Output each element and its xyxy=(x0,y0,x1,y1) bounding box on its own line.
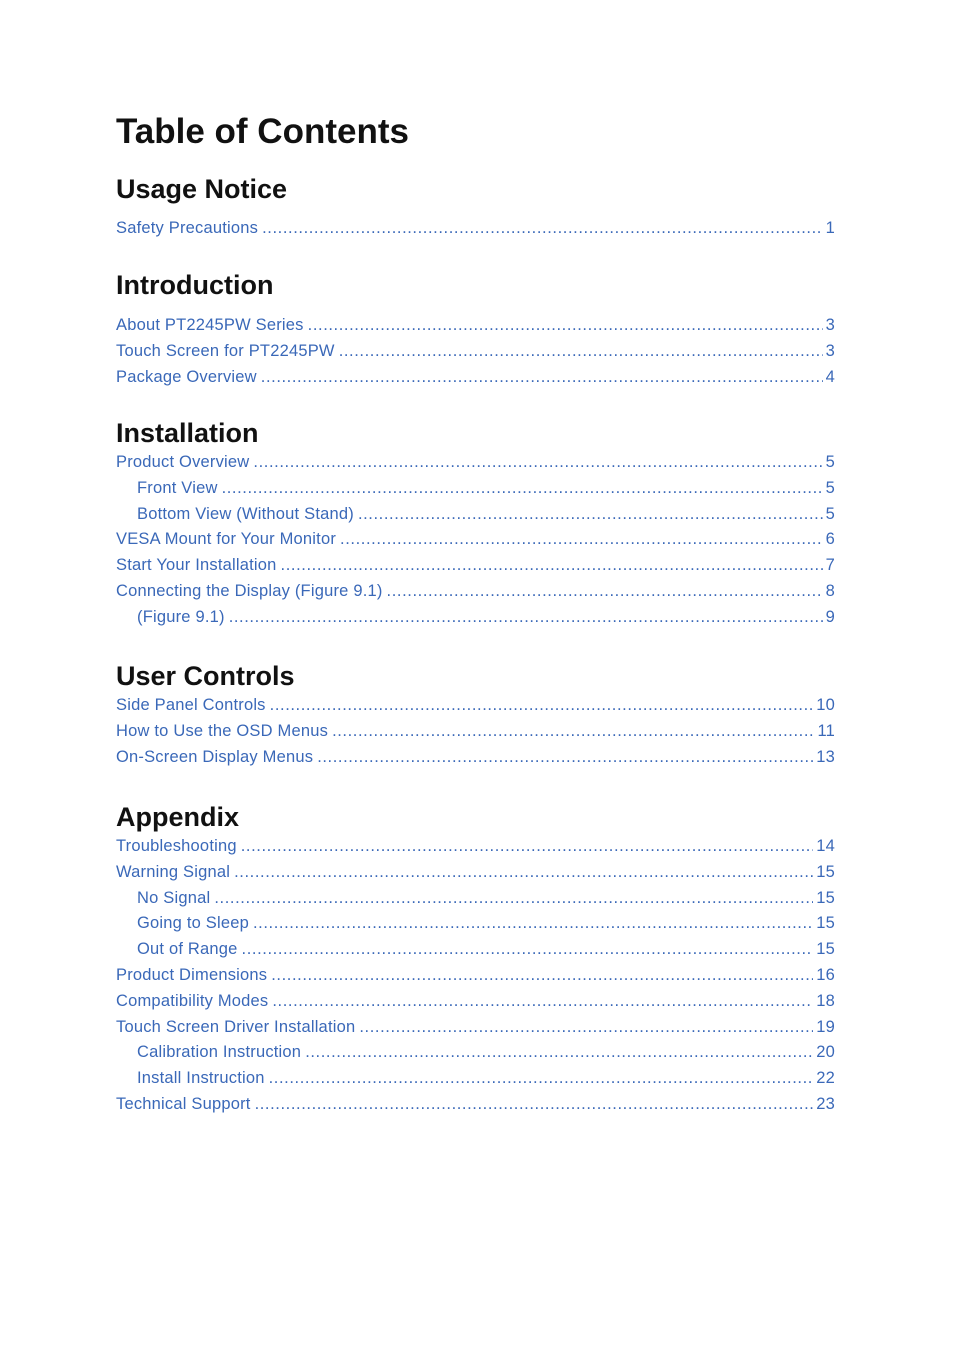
toc-entry-safety-precautions[interactable] xyxy=(116,216,835,242)
toc-entries xyxy=(116,450,835,631)
toc-entry-figure[interactable] xyxy=(116,605,835,631)
toc-page-number: 19 xyxy=(816,1017,835,1036)
toc-leader-dots xyxy=(262,216,823,242)
toc-entry-label: Touch Screen for PT2245PW xyxy=(116,341,335,360)
toc-leader-dots xyxy=(305,1040,813,1066)
section-usage-notice xyxy=(116,172,835,242)
toc-page-number: 3 xyxy=(825,316,835,334)
toc-entry-out-of-range[interactable] xyxy=(116,937,835,963)
toc-page-number: 5 xyxy=(825,478,835,497)
toc-leader-dots xyxy=(387,579,823,605)
toc-entry-label: Compatibility Modes xyxy=(116,991,269,1010)
toc-entry-label: Bottom View (Without Stand) xyxy=(137,504,354,523)
toc-entry-connecting-display[interactable] xyxy=(116,579,835,605)
toc-entry-on-screen-display[interactable] xyxy=(116,745,835,771)
toc-page-number: 11 xyxy=(817,721,835,740)
toc-leader-dots xyxy=(222,476,823,502)
toc-leader-dots xyxy=(261,365,823,391)
toc-page-number: 14 xyxy=(816,837,835,855)
toc-page-number: 15 xyxy=(816,940,835,959)
toc-page-number: 22 xyxy=(816,1069,835,1088)
toc-leader-dots xyxy=(253,450,822,476)
toc-entries xyxy=(116,216,835,242)
toc-entry-label: Going to Sleep xyxy=(137,914,249,933)
toc-entry-label: On-Screen Display Menus xyxy=(116,747,314,766)
section-introduction xyxy=(116,268,835,390)
page-title: Table of Contents xyxy=(116,112,409,151)
section-user-controls xyxy=(116,659,835,770)
toc-entry-osd-menus-howto[interactable] xyxy=(116,719,835,745)
toc-entry-label: Touch Screen Driver Installation xyxy=(116,1017,356,1036)
toc-leader-dots xyxy=(308,313,823,339)
toc-page-number: 7 xyxy=(825,556,835,575)
toc-page-number: 23 xyxy=(816,1094,835,1113)
toc-entry-label: Technical Support xyxy=(116,1094,251,1113)
toc-page-number: 3 xyxy=(825,341,835,360)
section-heading: Installation xyxy=(116,418,259,448)
toc-leader-dots xyxy=(339,339,823,365)
toc-page-number: 5 xyxy=(825,504,835,523)
toc-entry-start-installation[interactable] xyxy=(116,553,835,579)
toc-page-number: 20 xyxy=(816,1043,835,1062)
toc-entry-label: Out of Range xyxy=(137,940,238,959)
toc-entry-label: Package Overview xyxy=(116,367,257,386)
toc-entry-label: Warning Signal xyxy=(116,862,231,881)
toc-entry-label: Product Dimensions xyxy=(116,965,268,984)
toc-entry-label: About PT2245PW Series xyxy=(116,316,304,334)
toc-page-number: 6 xyxy=(825,530,835,549)
toc-entry-label: VESA Mount for Your Monitor xyxy=(116,530,337,549)
toc-entry-label: Product Overview xyxy=(116,453,250,471)
toc-entry-front-view[interactable] xyxy=(116,476,835,502)
toc-page-number: 9 xyxy=(825,607,835,626)
toc-entry-label: Connecting the Display (Figure 9.1) xyxy=(116,581,383,600)
toc-entry-troubleshooting[interactable] xyxy=(116,834,835,860)
section-installation xyxy=(116,416,835,631)
toc-page-number: 15 xyxy=(816,914,835,933)
toc-entry-technical-support[interactable] xyxy=(116,1092,835,1118)
toc-leader-dots xyxy=(269,1066,814,1092)
toc-entry-label: Troubleshooting xyxy=(116,837,237,855)
toc-leader-dots xyxy=(358,502,823,528)
toc-entries xyxy=(116,313,835,390)
toc-entry-label: Safety Precautions xyxy=(116,219,259,237)
toc-entries xyxy=(116,834,835,1118)
toc-entry-label: (Figure 9.1) xyxy=(137,607,225,626)
toc-leader-dots xyxy=(242,937,814,963)
toc-leader-dots xyxy=(214,886,813,912)
toc-entry-driver-installation[interactable] xyxy=(116,1015,835,1041)
section-heading: Introduction xyxy=(116,270,274,300)
toc-entry-about-series[interactable] xyxy=(116,313,835,339)
toc-page-number: 8 xyxy=(825,581,835,600)
toc-page-number: 4 xyxy=(825,367,835,386)
toc-entry-no-signal[interactable] xyxy=(116,886,835,912)
toc-entry-touch-screen[interactable] xyxy=(116,339,835,365)
toc-leader-dots xyxy=(241,834,814,860)
toc-leader-dots xyxy=(234,860,813,886)
toc-page-number: 1 xyxy=(825,219,835,237)
section-heading: Appendix xyxy=(116,802,240,832)
toc-entry-side-panel[interactable] xyxy=(116,693,835,719)
toc-leader-dots xyxy=(281,553,823,579)
toc-entry-product-dimensions[interactable] xyxy=(116,963,835,989)
toc-entry-product-overview[interactable] xyxy=(116,450,835,476)
toc-entry-label: Front View xyxy=(137,478,218,497)
toc-leader-dots xyxy=(255,1092,814,1118)
toc-entry-label: No Signal xyxy=(137,888,211,907)
toc-page-number: 15 xyxy=(816,862,835,881)
toc-page-number: 10 xyxy=(816,696,835,714)
section-heading: User Controls xyxy=(116,661,295,691)
toc-leader-dots xyxy=(271,963,813,989)
toc-page-number: 13 xyxy=(816,747,835,766)
toc-page-number: 15 xyxy=(816,888,835,907)
toc-leader-dots xyxy=(359,1015,813,1041)
toc-entry-label: Calibration Instruction xyxy=(137,1043,302,1062)
toc-entry-label: Install Instruction xyxy=(137,1069,265,1088)
toc-entry-package-overview[interactable] xyxy=(116,365,835,391)
toc-leader-dots xyxy=(272,989,813,1015)
toc-entry-label: Side Panel Controls xyxy=(116,696,266,714)
toc-page-number: 18 xyxy=(816,991,835,1010)
toc-leader-dots xyxy=(317,745,813,771)
toc-leader-dots xyxy=(340,527,823,553)
toc-leader-dots xyxy=(229,605,823,631)
toc-entry-going-to-sleep[interactable] xyxy=(116,911,835,937)
section-heading: Usage Notice xyxy=(116,174,288,204)
section-appendix xyxy=(116,800,835,1118)
toc-entry-label: Start Your Installation xyxy=(116,556,277,575)
toc-leader-dots xyxy=(253,911,813,937)
toc-entry-warning-signal[interactable] xyxy=(116,860,835,886)
toc-page-number: 16 xyxy=(816,965,835,984)
toc-entry-calibration[interactable] xyxy=(116,1040,835,1066)
toc-entry-install-instruction[interactable] xyxy=(116,1066,835,1092)
toc-entries xyxy=(116,693,835,770)
toc-entry-bottom-view[interactable] xyxy=(116,502,835,528)
toc-leader-dots xyxy=(332,719,814,745)
toc-entry-compatibility-modes[interactable] xyxy=(116,989,835,1015)
toc-entry-vesa-mount[interactable] xyxy=(116,527,835,553)
toc-entry-label: How to Use the OSD Menus xyxy=(116,721,329,740)
toc-leader-dots xyxy=(270,693,814,719)
toc-page-number: 5 xyxy=(825,453,835,471)
